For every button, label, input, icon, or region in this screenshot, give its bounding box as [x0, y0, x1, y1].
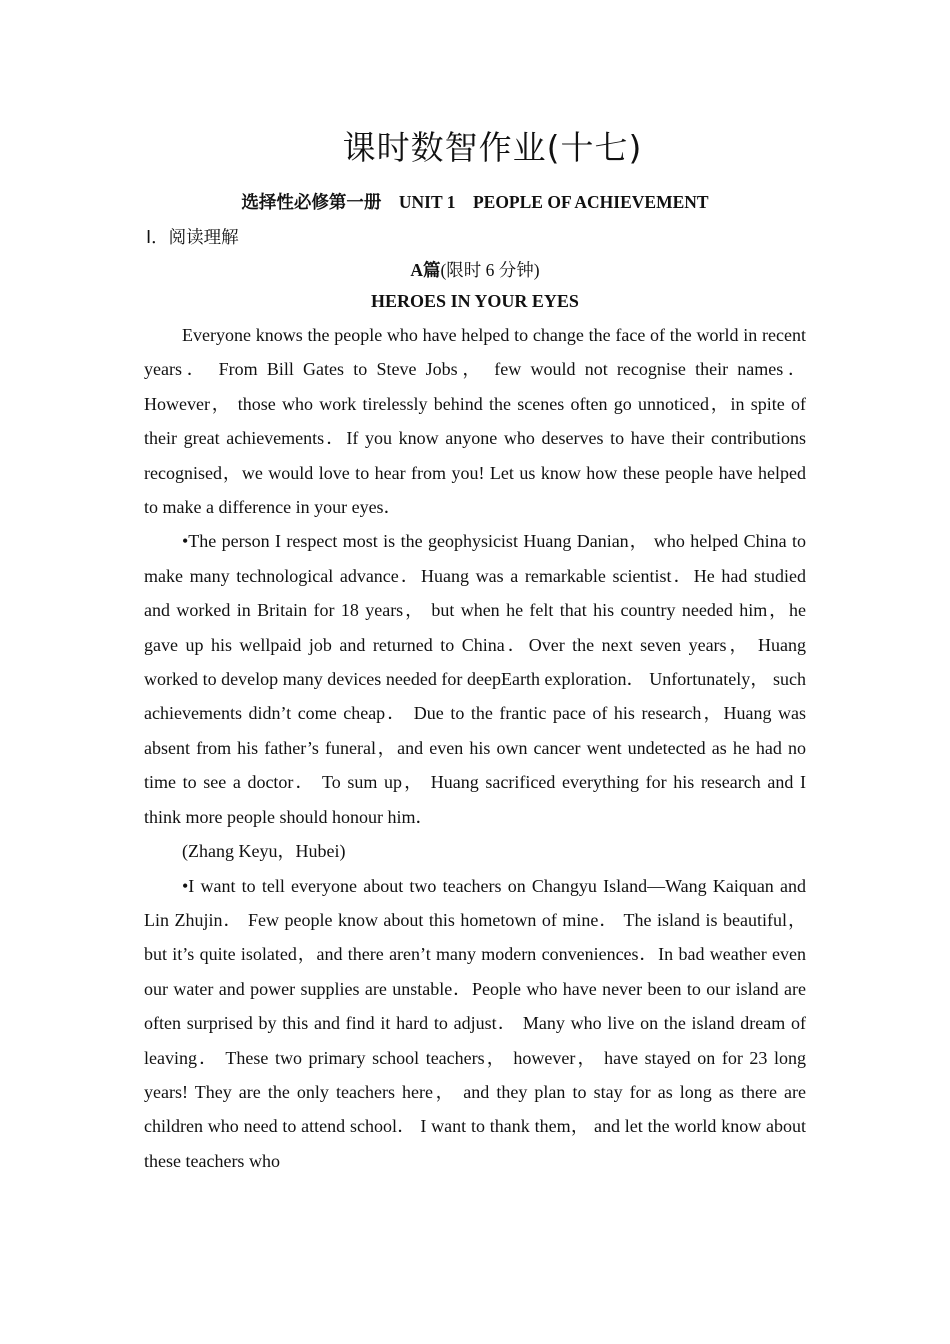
- article-paragraph-huang: •The person I respect most is the geophysicist Huang Danian， who helped China to make many technological advance．Huang was a remarkable scientist．He had studied and worked in Britain for 18 years， but when he felt that his country needed him，he gave up his wellpaid job and returned to China．Over the next seven years， Huang worked to develop many devices needed for deepEarth exploration． Unfortunately， such achievements didn’t come cheap． Due to the frantic pace of his research，Huang was absent from his father’s funeral，and even his own cancer went undetected as he had no time to see a doctor． To sum up， Huang sacrificed everything for his research and I think more people should honour him．: [144, 531, 806, 827]
- article-paragraph-teachers: •I want to tell everyone about two teachers on Changyu Island—Wang Kaiquan and Lin Zhujin． Few people know about this hometown of mine． The island is beautiful，but it’s quite isolated，and there aren’t many modern conveniences．In bad weather even our water and power supplies are unstable．People who have never been to our island are often surprised by this and find it hard to adjust． Many who live on the island dream of leaving． These two primary school teachers， however， have stayed on for 23 long years! They are the only teachers here， and they plan to stay for as long as there are children who need to attend school． I want to thank them， and let the world know about these teachers who: [144, 875, 806, 1171]
- part-label-time: (限时 6 分钟): [440, 260, 540, 280]
- article-signature: (Zhang Keyu，Hubei): [182, 841, 346, 862]
- article-body: [144, 318, 806, 1178]
- part-label: [0, 257, 950, 282]
- page-title: 课时数智作业(十七): [342, 128, 643, 167]
- article-heading: HEROES IN YOUR EYES: [371, 291, 579, 311]
- part-label-bold: A篇: [410, 260, 441, 280]
- unit-subtitle: 选择性必修第一册 UNIT 1 PEOPLE OF ACHIEVEMENT: [241, 192, 709, 212]
- article-paragraph-intro: Everyone knows the people who have helped to change the face of the world in recent years． From Bill Gates to Steve Jobs， few would not recognise their names． However， those who work tirelessly behind the scenes often go unnoticed，in spite of their great achievements．If you know anyone who deserves to have their contributions recognised，we would love to hear from you! Let us know how these people have helped to make a difference in your eyes．: [144, 325, 806, 518]
- section-heading: Ⅰ．阅读理解: [146, 228, 239, 248]
